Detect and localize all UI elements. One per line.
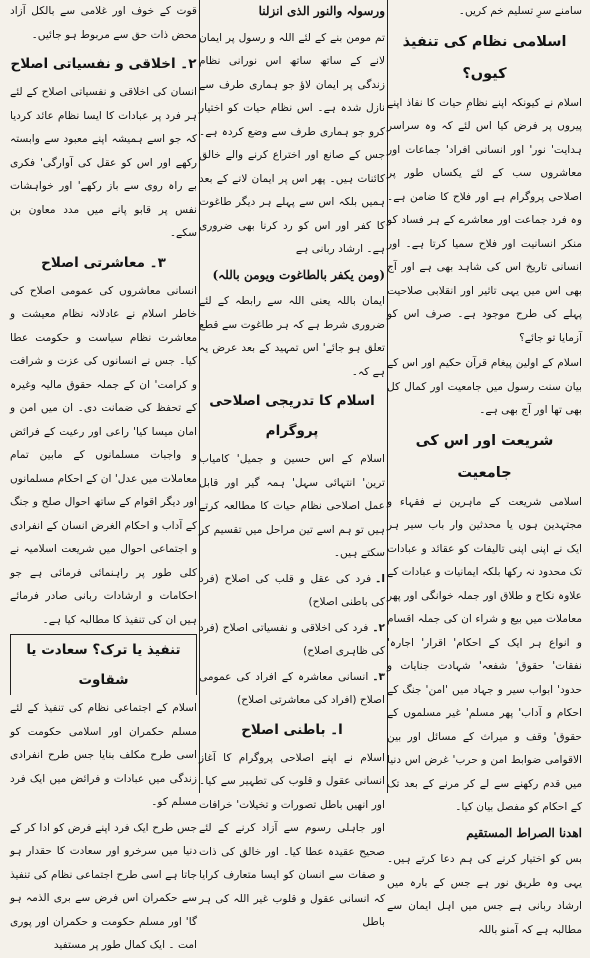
list-text: انسانی معاشرہ کے افراد کی عمومی اصلاح (افراد کی معاشرتی اصلاح) — [199, 670, 385, 706]
paragraph: اسلام کے اولین پیغام قرآن حکیم اور اس کے بیان سنت رسول میں جامعیت اور کمال کل بھی تھا اور آج بھی ہے۔ — [387, 357, 582, 416]
list-text: فرد کی عقل و قلب کی اصلاح (فرد کی باطنی اصلاح) — [199, 572, 385, 608]
paragraph: جس طرح ایک فرد اپنے فرض کو ادا کر کے دنیا میں سرخرو اور سعادت کا حقدار ہو جاتا ہے اسی طرح اجتماعی نظام کی تنفیذ سے حکمران اس فرض سے بری الذمہ ہو گا' اور مسلم حکومت و حکمران اور پوری امت ۔ ایک کمال طور پر مستفید — [10, 821, 197, 951]
arabic-verse: ورسولہ والنور الذی انزلنا — [258, 4, 385, 18]
paragraph: تم مومن بنے کے لئے اللہ و رسول پر ایمان لانے کے ساتھ ساتھ اس نورانی نظام زندگی پر ایمان لاؤ جو ہماری طرف سے نازل شدہ ہے۔ اس نظام حیات کو اختیار کرو جو ہماری طرف سے وضع کردہ ہے۔ جس کے صانع اور اختراع کرنے والے خالق کائنات ہیں۔ پھر اس پر ایمان لانے کے بعد ہمیں بلکہ اس سے پہلے ہر دیگر طاغوت کا کفر اور اس کو رد کرنا بھی ضروری ہے۔ ارشاد ربانی ہے — [199, 31, 385, 255]
arabic-verse: اهدنا الصراط المستقیم — [466, 825, 582, 840]
section-heading-inner-reform: ا۔ باطنی اصلاح — [241, 721, 343, 738]
left-column — [10, 0, 197, 951]
list-item — [199, 666, 385, 713]
section-heading-why-implementation: اسلامی نظام کی تنفیذ کیوں؟ — [402, 33, 567, 82]
section-heading-implementation-or-abandon: تنفیذ یا ترک؟ سعادت یا شقاوت — [10, 634, 197, 695]
section-heading-moral-reform: ۲۔ اخلاقی و نفسیاتی اصلاح — [10, 56, 197, 72]
paragraph: اسلام نے کیونکہ اپنے نظامِ حیات کا نفاذ اپنے پیروں پر فرض کیا اس لئے کہ وہ سراسر ہدایت' نور' اور انسانی افراد' جماعات اور معاشروں سب کے لئے یکساں طور پر اصلاحی پروگرام ہے اور فلاح کا ضامن ہے۔ وہ فرد جماعت اور معاشرے کے ہر فساد کو منکر انسانیت اور فلاح سمیا کرتا ہے۔ اور انسانی تاریخ اس کی شاہد بھی ہے اور آج بھی اس میں یہی تاثیر اور انقلابی صلاحیت پہلے کی طرح موجود ہے۔ صرف اس کو آزمایا تو جائے؟ — [387, 96, 582, 344]
paragraph: بس کو اختیار کرنے کی ہم دعا کرتے ہیں۔ یہی وہ طریق نور ہے جس کے بارہ میں ارشاد ربانی ہے جس میں اہل ایمان سے مطالبہ ہے کہ آمنو باللہ — [387, 853, 582, 936]
paragraph: قوت کے خوف اور غلامی سے بالکل آزاد محض ذات حق سے مربوط ہو جائیں۔ — [10, 5, 197, 41]
list-number: ا۔ — [375, 572, 385, 585]
section-heading-social-reform: ۳۔ معاشرتی اصلاح — [41, 254, 166, 271]
paragraph: اسلام کے اس حسین و جمیل' کامیاب ترین' انتہائی سہل' ہمہ گیر اور قابل عمل اصلاحی نظام حیات کا مطالعہ کرتے ہیں تو ہم اسے تین مراحل میں تقسیم کر سکتے ہیں۔ — [199, 453, 385, 559]
paragraph: انسانی معاشروں کی عمومی اصلاح کی خاطر اسلام نے عادلانہ نظام معیشت و معاشرت نظام سیاست و حکومت عطا کیا۔ جس نے انسانوں کی عزت و شرافت و کرامت' ان کے جملہ حقوق مالیہ وغیرہ کے تحفظ کی ضمانت دی۔ ان میں امن و امان میسا کیا' راعی اور رعیت کے فرائض و واجبات مسلمانوں کے مابین تمام معاملات میں عدل' ان کے احکام مسلمانوں اور دیگر اقوام کے ساتھ احوال صلح و جنگ کے آداب و احکام الغرض انسان کے انفرادی و اجتماعی احوال میں شریعت اسلامیہ نے کلی طور پر راہنمائی فرمائی ہے جو احکامات و ارشادات ربانی صادر فرمائے ہیں ان کی تنفیذ کا مطالبہ کیا ہے۔ — [10, 284, 197, 626]
list-item — [199, 617, 385, 664]
section-heading-sharia: شریعت اور اس کی جامعیت — [415, 432, 554, 481]
paragraph: اسلام نے اپنے اصلاحی پروگرام کا آغاز انسانی عقول و قلوب کی تطہیر سے کیا۔ اور انھیں باطل تصورات و تخیلات' خرافات اور جاہلی رسوم سے آزاد کرنے کے لئے صحیح عقیدہ عطا کیا۔ اور خالق کی ذات و صفات سے انسان کو ایسا متعارف کرایا کہ انسانی عقول و قلوب غیر اللہ کی ہر باطل — [199, 751, 385, 928]
middle-column — [199, 0, 385, 928]
list-number: ۲۔ — [372, 621, 385, 634]
paragraph: ایمان باللہ یعنی اللہ سے رابطہ کے لئے ضروری شرط ہے کہ ہر طاغوت سے قطع تعلق ہو جائے' اس تمہید کے بعد عرض یہ ہے کہ۔ — [199, 295, 385, 378]
list-item — [199, 568, 385, 615]
arabic-verse: (ومن یکفر بالطاغوت ویومن باللہ) — [212, 267, 385, 282]
list-text: فرد کی اخلاقی و نفسیاتی اصلاح (فرد کی ظاہری اصلاح) — [199, 621, 385, 657]
right-column — [387, 0, 582, 936]
list-number: ۳۔ — [372, 670, 385, 683]
paragraph: اسلامی شریعت کے ماہرین نے فقہاء و مجتہدین ہوں یا محدثین وار باب سیر ہر ایک نے اپنی اپنی تالیفات کو عقائد و عبادات تک محدود نہ رکھا بلکہ ایمانیات و عبادات کے علاوہ نکاح و طلاق اور جملہ خوانگی اور پھر معاملات میں بیع و شراء ان کی جملہ اقسام و انواع ہر ایک کے احکام' اقرار' اجارہ' نفقات' حقوق' شفعہ' شہادت جنایات و حدود' ابواب سیر و جہاد میں 'امن' جنگ کے احکام و آداب' پھر مسلم' غیر مسلموں کے حقوق' وقف و میراث کے مسائل اور بین الاقوامی ضوابط امن و حرب' غرض اس دنیا میں قدم رکھنے سے لے کر مرنے کے بعد تک کے احکام کو مفصل بیان کیا۔ — [387, 495, 582, 813]
intro-line: سامنے سرِ تسلیم خم کریں۔ — [458, 5, 582, 17]
paragraph: اسلام کے اجتماعی نظام کی تنفیذ کے لئے مسلم حکمران اور اسلامی حکومت کو اسی طرح مکلف بنایا جس طرح انفرادی زندگی میں عبادات و فرائض میں ایک فرد مسلم کو۔ — [10, 702, 197, 808]
section-heading-gradual-program: اسلام کا تدریجی اصلاحی پروگرام — [209, 393, 375, 439]
paragraph: انسان کی اخلاقی و نفسیاتی اصلاح کے لئے ہر فرد پر عبادات کا ایسا نظام عائد کردیا کہ جو اسے ہمیشہ اپنے معبود سے وابستہ رکھے اور اس کو عقل کی آوارگی' فکری بے راہ روی سے باز رکھے' اور خواہشات نفس پر قابو پانے میں مدد معاون بن سکے۔ — [10, 86, 197, 239]
